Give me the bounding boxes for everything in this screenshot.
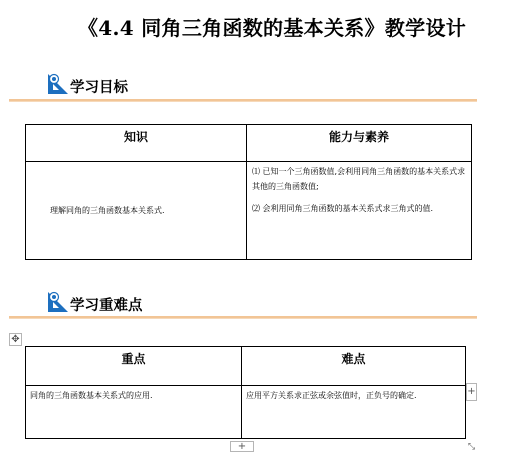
section-heading-label: 学习目标 [70,80,128,96]
header-ability: 能力与素养 [247,125,472,162]
table-row [26,162,472,260]
table-header-row [26,125,472,162]
triangle-ruler-icon [46,72,70,96]
header-knowledge: 知识 [26,125,247,162]
section-divider [9,99,477,102]
cell-difficulty[interactable]: 应用平方关系求正弦或余弦值时，正负号的确定. [242,386,466,439]
header-key-point: 重点 [26,347,242,386]
key-difficult-points-table [25,346,466,439]
table-header-row [26,347,466,386]
add-column-button[interactable]: + [466,383,477,401]
section-heading-label: 学习重难点 [70,298,143,314]
table-move-handle-icon[interactable]: ✥ [9,333,22,346]
table-resize-handle-icon[interactable]: ⤡ [467,442,476,452]
document-title: 《4.4 同角三角函数的基本关系》教学设计 [78,16,467,40]
cell-ability[interactable] [247,162,472,260]
cell-key-point[interactable]: 同角的三角函数基本关系式的应用. [26,386,242,439]
triangle-ruler-icon [46,290,70,314]
table-row [26,386,466,439]
add-row-button[interactable]: + [230,441,254,452]
cell-knowledge[interactable]: 理解同角的三角函数基本关系式. [26,162,247,260]
section-divider [9,316,477,319]
ability-item-2: ⑵ 会利用同角三角函数的基本关系式求三角式的值. [252,204,434,214]
header-difficulty: 难点 [242,347,466,386]
ability-item-1: ⑴ 已知一个三角函数值,会利用同角三角函数的基本关系式求其他的三角函数值; [252,167,466,192]
learning-goals-table [25,124,472,260]
